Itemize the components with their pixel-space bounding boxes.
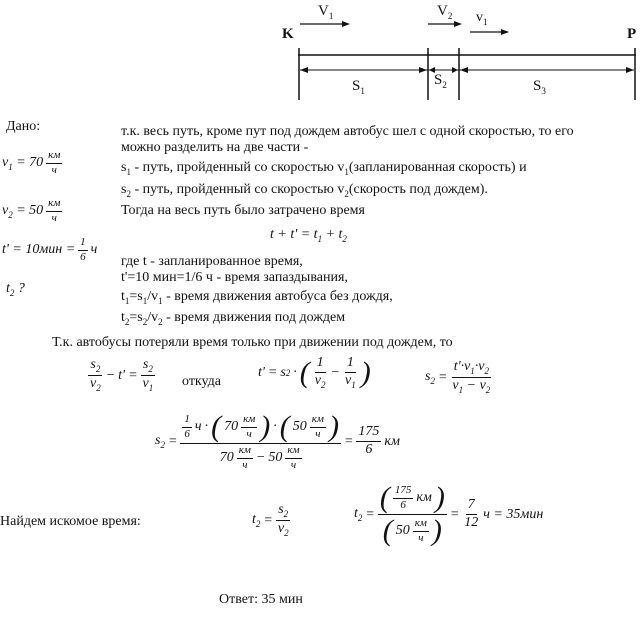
arrow-s2-right: [452, 67, 458, 73]
given-v2: $v_2 = 50$ $\frac{км}{ч}$: [2, 197, 61, 224]
otkuda-label: откуда: [182, 374, 221, 389]
text-line-9: $t_2=s_2/v_2$ - время движения под дождем: [121, 310, 346, 327]
equation-t2-formula: $t_2$ = $\frac{s_2}{v_2}$: [252, 502, 289, 539]
arrow-s3-right: [626, 67, 634, 73]
equation-t-prime: t' = s 2 · ( $\frac{1}{v_2}$ − $\frac{1}{v_1}$ ): [258, 355, 371, 390]
velocity-label-1: $V_1$: [318, 3, 334, 21]
equation-time-loss: $\frac{s_2}{v_2}$ − t' = $\frac{s_2}{v_1}$: [90, 357, 154, 394]
given-find: $t_2$ ?: [6, 281, 25, 298]
segment-s2-label: $S_2$: [434, 72, 447, 90]
text-line-8: $t_1=s_1/v_1$ - время движения автобуса без дождя,: [121, 289, 393, 306]
arrow-s1-left: [300, 67, 308, 73]
text-line-1: т.к. весь путь, кроме пут под дождем автобус шел с одной скоростью, то его: [121, 124, 574, 139]
velocity-label-2: $V_2$: [437, 3, 453, 21]
equation-total-time: $t + t' = t_1 + t_2$: [270, 227, 347, 244]
velocity-label-3: $v_1$: [476, 10, 488, 27]
segment-s1-label: $S_1$: [352, 78, 365, 96]
arrow-s3-left: [460, 67, 468, 73]
given-t-prime: t' = 10мин = $\frac{1}{6}$ ч: [2, 236, 98, 263]
equation-t2-numeric: $t_2$ = ( $\frac{175}{6}$ км ) ( 50 $\frac{км}{ч}$ ) = $\frac{7}{12}$ ч = 35мин: [354, 481, 544, 547]
text-line-7: t'=10 мин=1/6 ч - время запаздывания,: [121, 270, 348, 285]
equation-s2-formula: $s_2$ = $\frac{t'\cdot v_1\cdot v_2}{v_1 - v_2}$: [425, 359, 491, 396]
text-line-4: $s_2$ - путь, пройденный со скоростью $v_2(скорость$ под дождем).: [121, 182, 488, 199]
given-heading: Дано:: [6, 119, 41, 134]
arrow-s1-right: [419, 67, 427, 73]
segment-s3-label: $S_3$: [533, 78, 546, 96]
equation-s2-numeric: $s_2$ = $\frac{1}{6}$ ч · ( 70 $\frac{км}{ч}$ ) · ( 50 $\frac{км}{ч}$ ) 70 $\frac{км}{ч}$ − 50 $\frac{км}{ч}$ = $\frac{175}{6}$ км: [155, 410, 400, 471]
point-k-label: K: [282, 26, 294, 42]
text-line-6: где t - запланированное время,: [121, 254, 303, 269]
text-line-3: $s_1$ - путь, пройденный со скоростью $v_1(запланированная$ скорость) и: [121, 160, 527, 177]
point-p-label: P: [627, 26, 637, 42]
given-v1: $v_1 = 70$ $\frac{км}{ч}$: [2, 149, 61, 176]
answer: Ответ: 35 мин: [219, 592, 303, 607]
text-line-5: Тогда на весь путь было затрачено время: [121, 203, 365, 218]
text-line-10: Т.к. автобусы потеряли время только при движении под дождем, то: [52, 335, 453, 350]
text-line-2: можно разделить на две части -: [121, 140, 309, 155]
find-time-label: Найдем искомое время:: [0, 514, 141, 529]
